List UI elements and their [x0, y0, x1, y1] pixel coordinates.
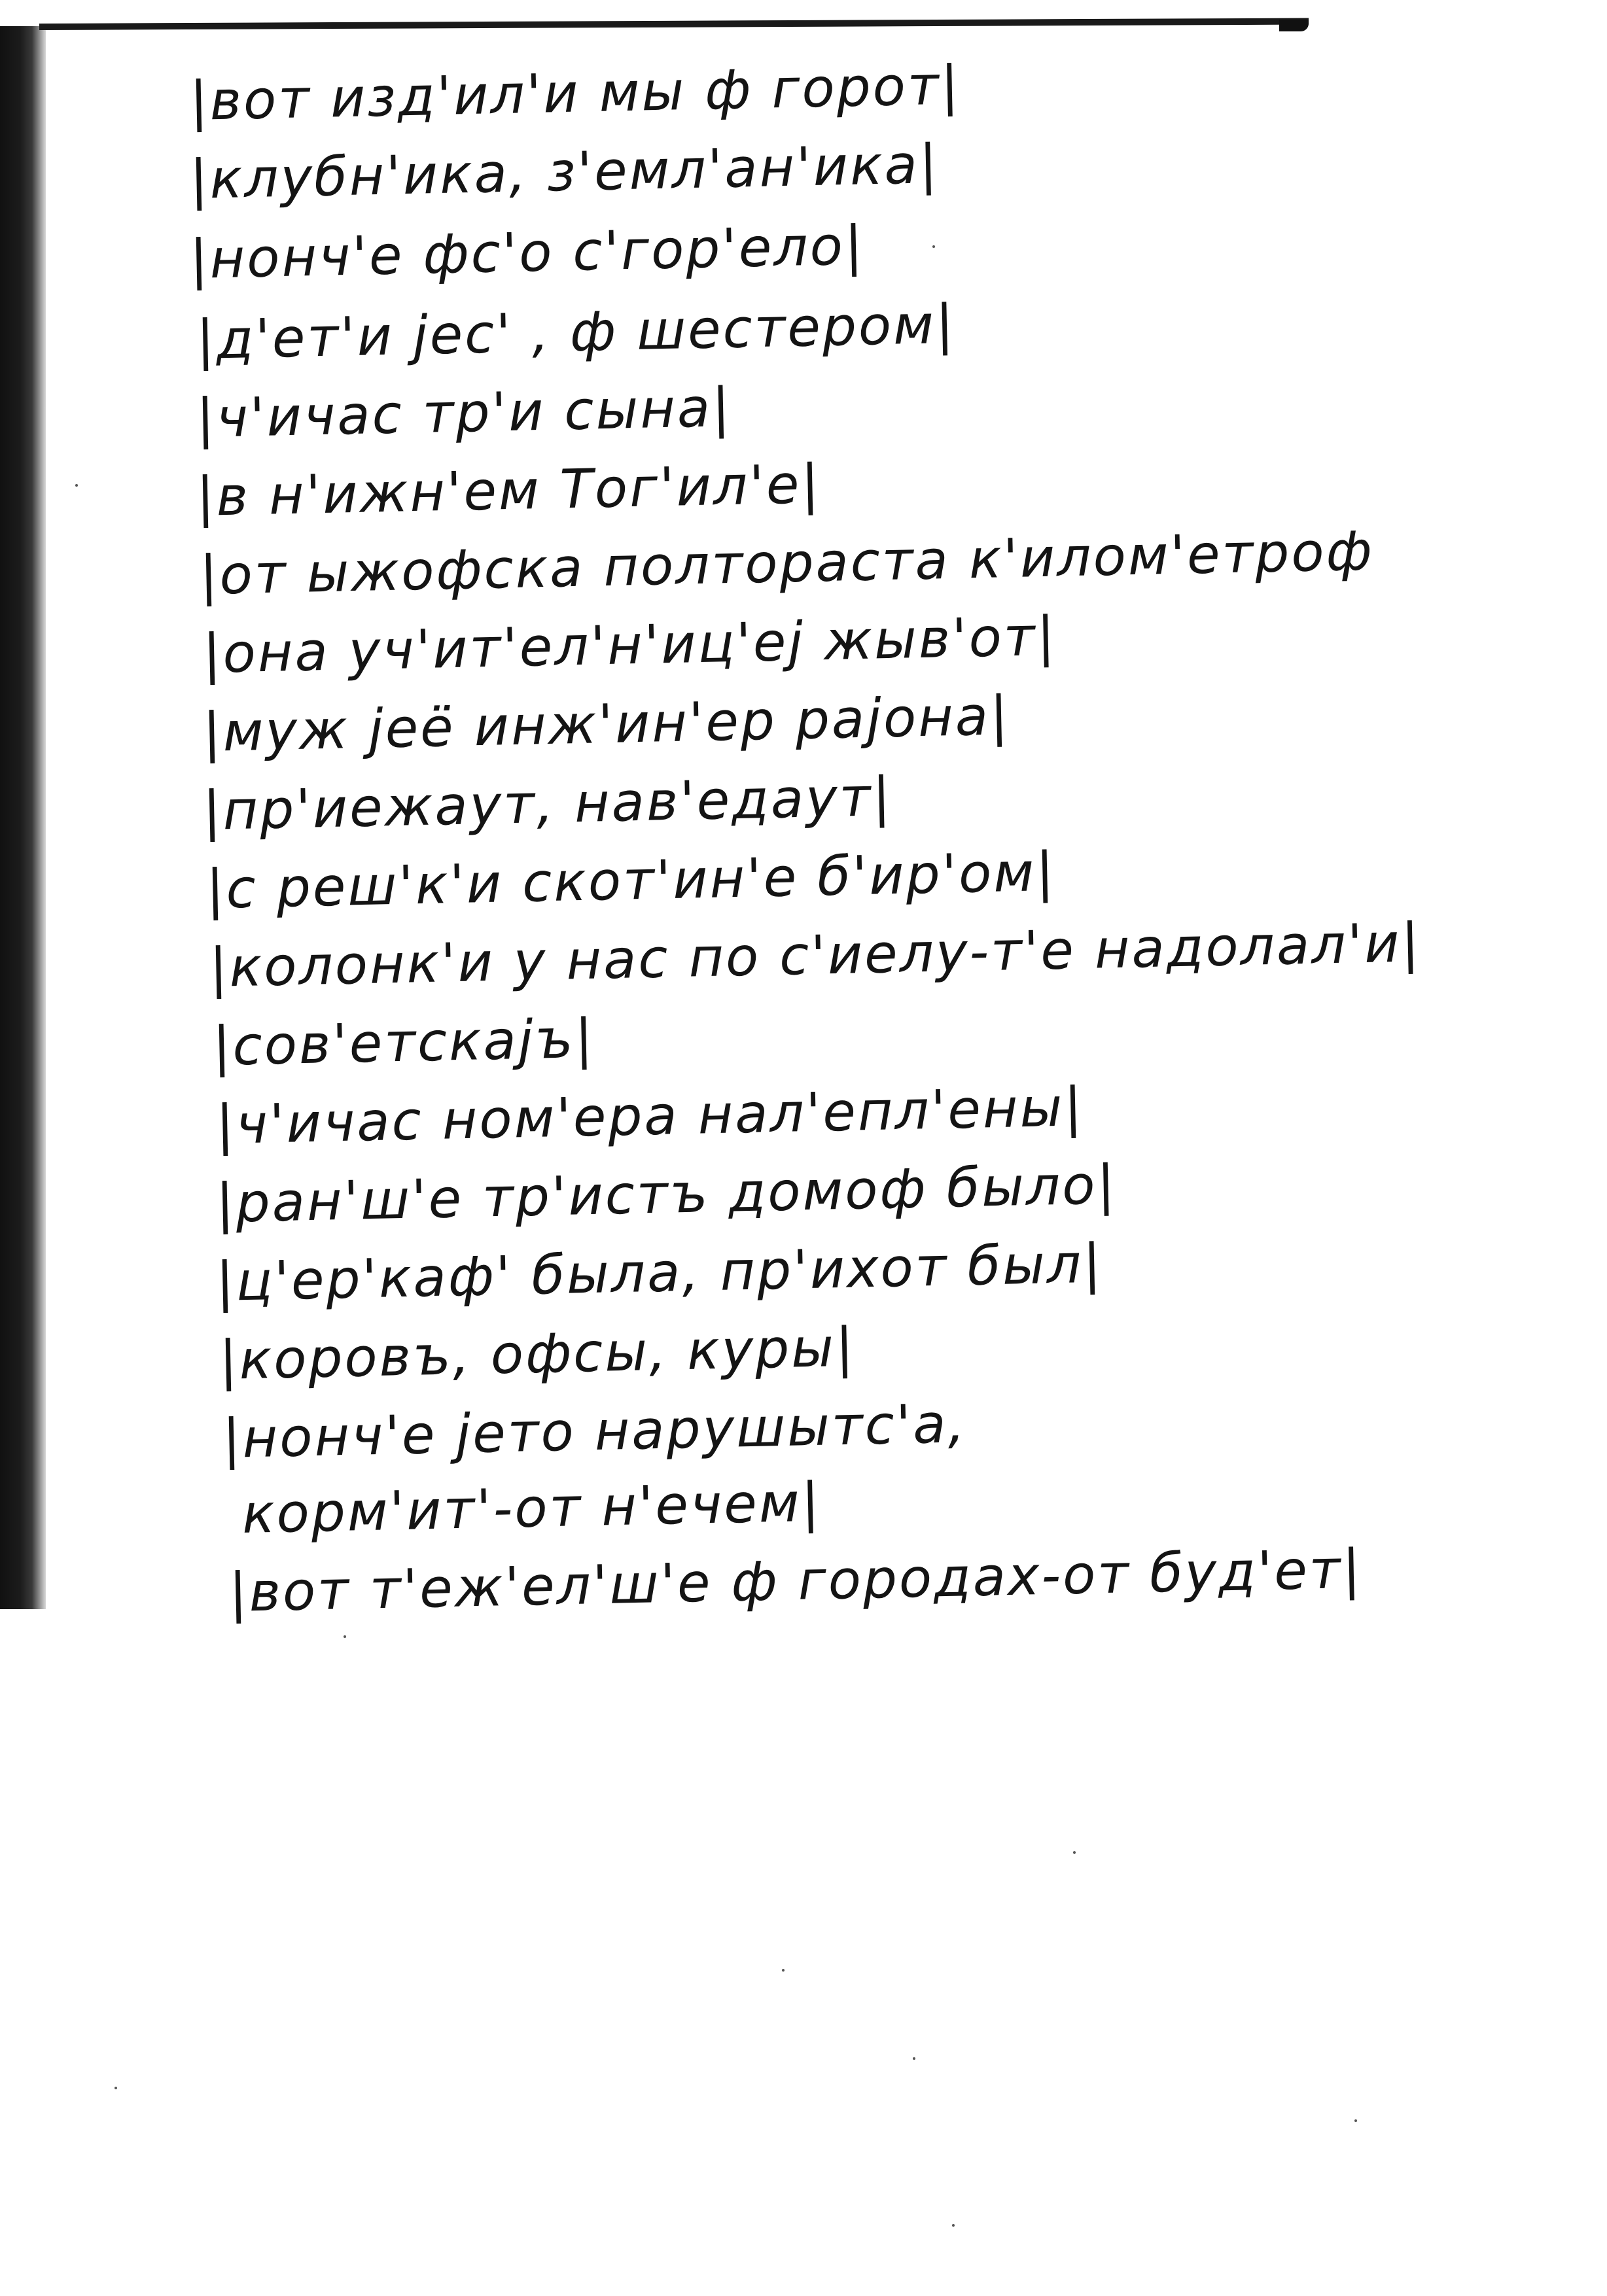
transcript-line-10: |пр'иежаут, нав'едаут| — [202, 765, 893, 843]
scan-speck — [115, 2087, 117, 2089]
transcript-line-2: |клубн'ика, з'емл'ан'ика| — [188, 133, 940, 211]
transcript-line-19: корм'ит'-от н'ечем| — [241, 1471, 822, 1546]
transcript-line-15: |ран'ш'е тр'истъ домоф было| — [215, 1154, 1118, 1235]
transcript-line-18: |нонч'е jето нарушытс'а, — [221, 1393, 968, 1470]
transcript-line-20: |вот т'еж'ел'ш'е ф городах-от буд'ет| — [228, 1538, 1364, 1624]
transcript-line-11: |с реш'к'и скот'ин'е б'ир'ом| — [205, 841, 1057, 921]
transcript-line-12: |колонк'и у нас по с'иелу-т'е надолал'и| — [208, 912, 1422, 1000]
transcript-line-5: |ч'ичас тр'и сына| — [195, 376, 733, 450]
binding-edge — [0, 26, 46, 1609]
transcript-line-7: |от ыжофска полтораста к'илом'етроф — [198, 520, 1375, 607]
transcript-line-16: |ц'ер'каф' была, пр'ихот был| — [215, 1232, 1104, 1313]
transcript-line-8: |она уч'ит'ел'н'иц'еj жыв'от| — [202, 605, 1058, 686]
scan-speck — [932, 245, 935, 248]
transcript-line-17: |коровъ, офсы, куры| — [218, 1316, 856, 1392]
scan-speck — [952, 2224, 955, 2227]
transcript-line-1: |вот изд'ил'и мы ф горот| — [188, 54, 962, 133]
scan-speck — [913, 2057, 915, 2060]
transcript-line-14: |ч'ичас ном'ера нал'епл'ены| — [215, 1076, 1085, 1157]
scan-speck — [1073, 1851, 1076, 1854]
transcript-line-6: |в н'ижн'ем Тог'ил'е| — [195, 453, 822, 529]
scan-speck — [75, 484, 78, 487]
page-top-edge — [39, 18, 1309, 30]
scan-speck — [344, 1635, 346, 1638]
transcript-line-13: |сов'етскаjъ| — [211, 1007, 596, 1078]
handwritten-transcript — [188, 54, 1433, 1624]
transcript-line-3: |нонч'е фс'о с'гор'ело| — [188, 215, 866, 291]
corner-mark — [1279, 20, 1309, 31]
scan-speck — [782, 1969, 785, 1972]
scan-speck — [1354, 2119, 1357, 2122]
transcript-line-9: |муж jeё инж'ин'ер раjона| — [202, 685, 1011, 764]
transcript-line-4: |д'ет'и jес' , ф шестером| — [195, 293, 957, 372]
